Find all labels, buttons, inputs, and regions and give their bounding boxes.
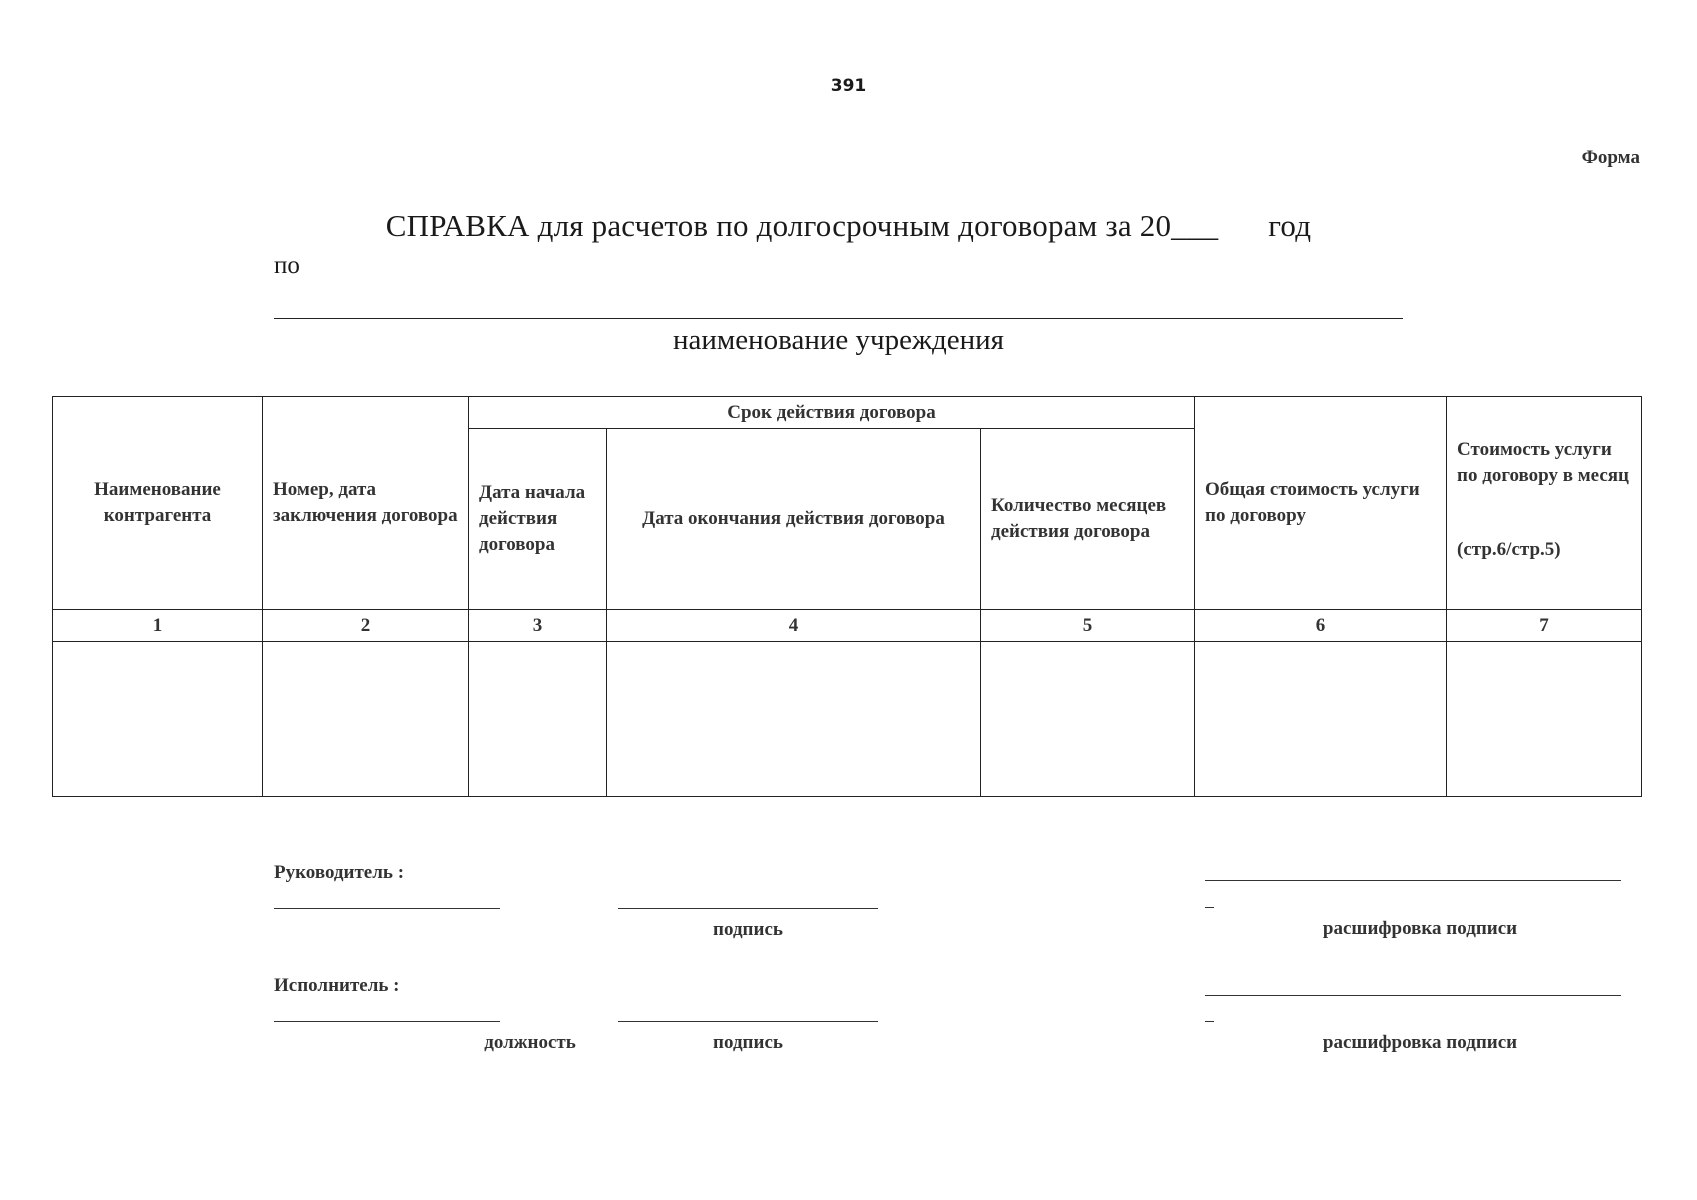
head-signature-line: [618, 908, 878, 909]
header-total-cost: Общая стоимость услуги по договору: [1195, 397, 1447, 610]
title-suffix: год: [1268, 208, 1312, 243]
empty-cell[interactable]: [607, 642, 981, 797]
header-start-date: Дата начала действия договора: [469, 429, 607, 610]
header-monthly-cost: [1447, 397, 1642, 610]
empty-cell[interactable]: [1195, 642, 1447, 797]
header-contract-term-group: Срок действия договора: [469, 397, 1195, 429]
column-number-1: 1: [53, 610, 263, 642]
column-number-3: 3: [469, 610, 607, 642]
executor-label: Исполнитель :: [274, 975, 400, 996]
title-year-blank: ___: [1171, 208, 1219, 243]
document-title: [0, 208, 1697, 244]
empty-cell[interactable]: [263, 642, 469, 797]
executor-position-caption: должность: [484, 1032, 576, 1053]
column-number-6: 6: [1195, 610, 1447, 642]
executor-decoding-dash: [1205, 1021, 1214, 1022]
empty-cell[interactable]: [469, 642, 607, 797]
column-numbers-row: [53, 610, 1642, 642]
header-contract-number-date: Номер, дата заключения договора: [263, 397, 469, 610]
column-number-2: 2: [263, 610, 469, 642]
institution-caption: наименование учреждения: [673, 324, 1004, 356]
header-months-count: Количество месяцев действия договора: [981, 429, 1195, 610]
executor-position-line: [274, 1021, 500, 1022]
executor-decoding-line: [1205, 995, 1621, 996]
table-header-row: [53, 397, 1642, 429]
head-decoding-dash: [1205, 907, 1214, 908]
executor-signature-caption: подпись: [713, 1032, 783, 1053]
page-number: 391: [830, 76, 867, 96]
institution-name-line: [274, 318, 1403, 319]
form-label: Форма: [1581, 147, 1640, 168]
column-number-5: 5: [981, 610, 1195, 642]
contracts-table: [52, 396, 1642, 797]
po-label: по: [274, 252, 300, 279]
title-prefix: СПРАВКА для расчетов по долгосрочным договорам за 20: [385, 208, 1172, 243]
head-label: Руководитель :: [274, 862, 405, 883]
head-signature-caption: подпись: [713, 919, 783, 940]
empty-cell[interactable]: [1447, 642, 1642, 797]
header-counterparty-name: Наименование контрагента: [53, 397, 263, 610]
column-number-7: 7: [1447, 610, 1642, 642]
executor-signature-line: [618, 1021, 878, 1022]
header-end-date: Дата окончания действия договора: [607, 429, 981, 610]
table-row: [53, 642, 1642, 797]
empty-cell[interactable]: [53, 642, 263, 797]
column-number-4: 4: [607, 610, 981, 642]
monthly-cost-formula: (стр.6/стр.5): [1457, 539, 1561, 560]
empty-cell[interactable]: [981, 642, 1195, 797]
monthly-cost-label: Стоимость услуги по договору в месяц: [1457, 439, 1629, 486]
executor-decoding-caption: расшифровка подписи: [1322, 1032, 1518, 1053]
head-decoding-line: [1205, 880, 1621, 881]
head-position-line: [274, 908, 500, 909]
head-decoding-caption: расшифровка подписи: [1322, 918, 1518, 939]
